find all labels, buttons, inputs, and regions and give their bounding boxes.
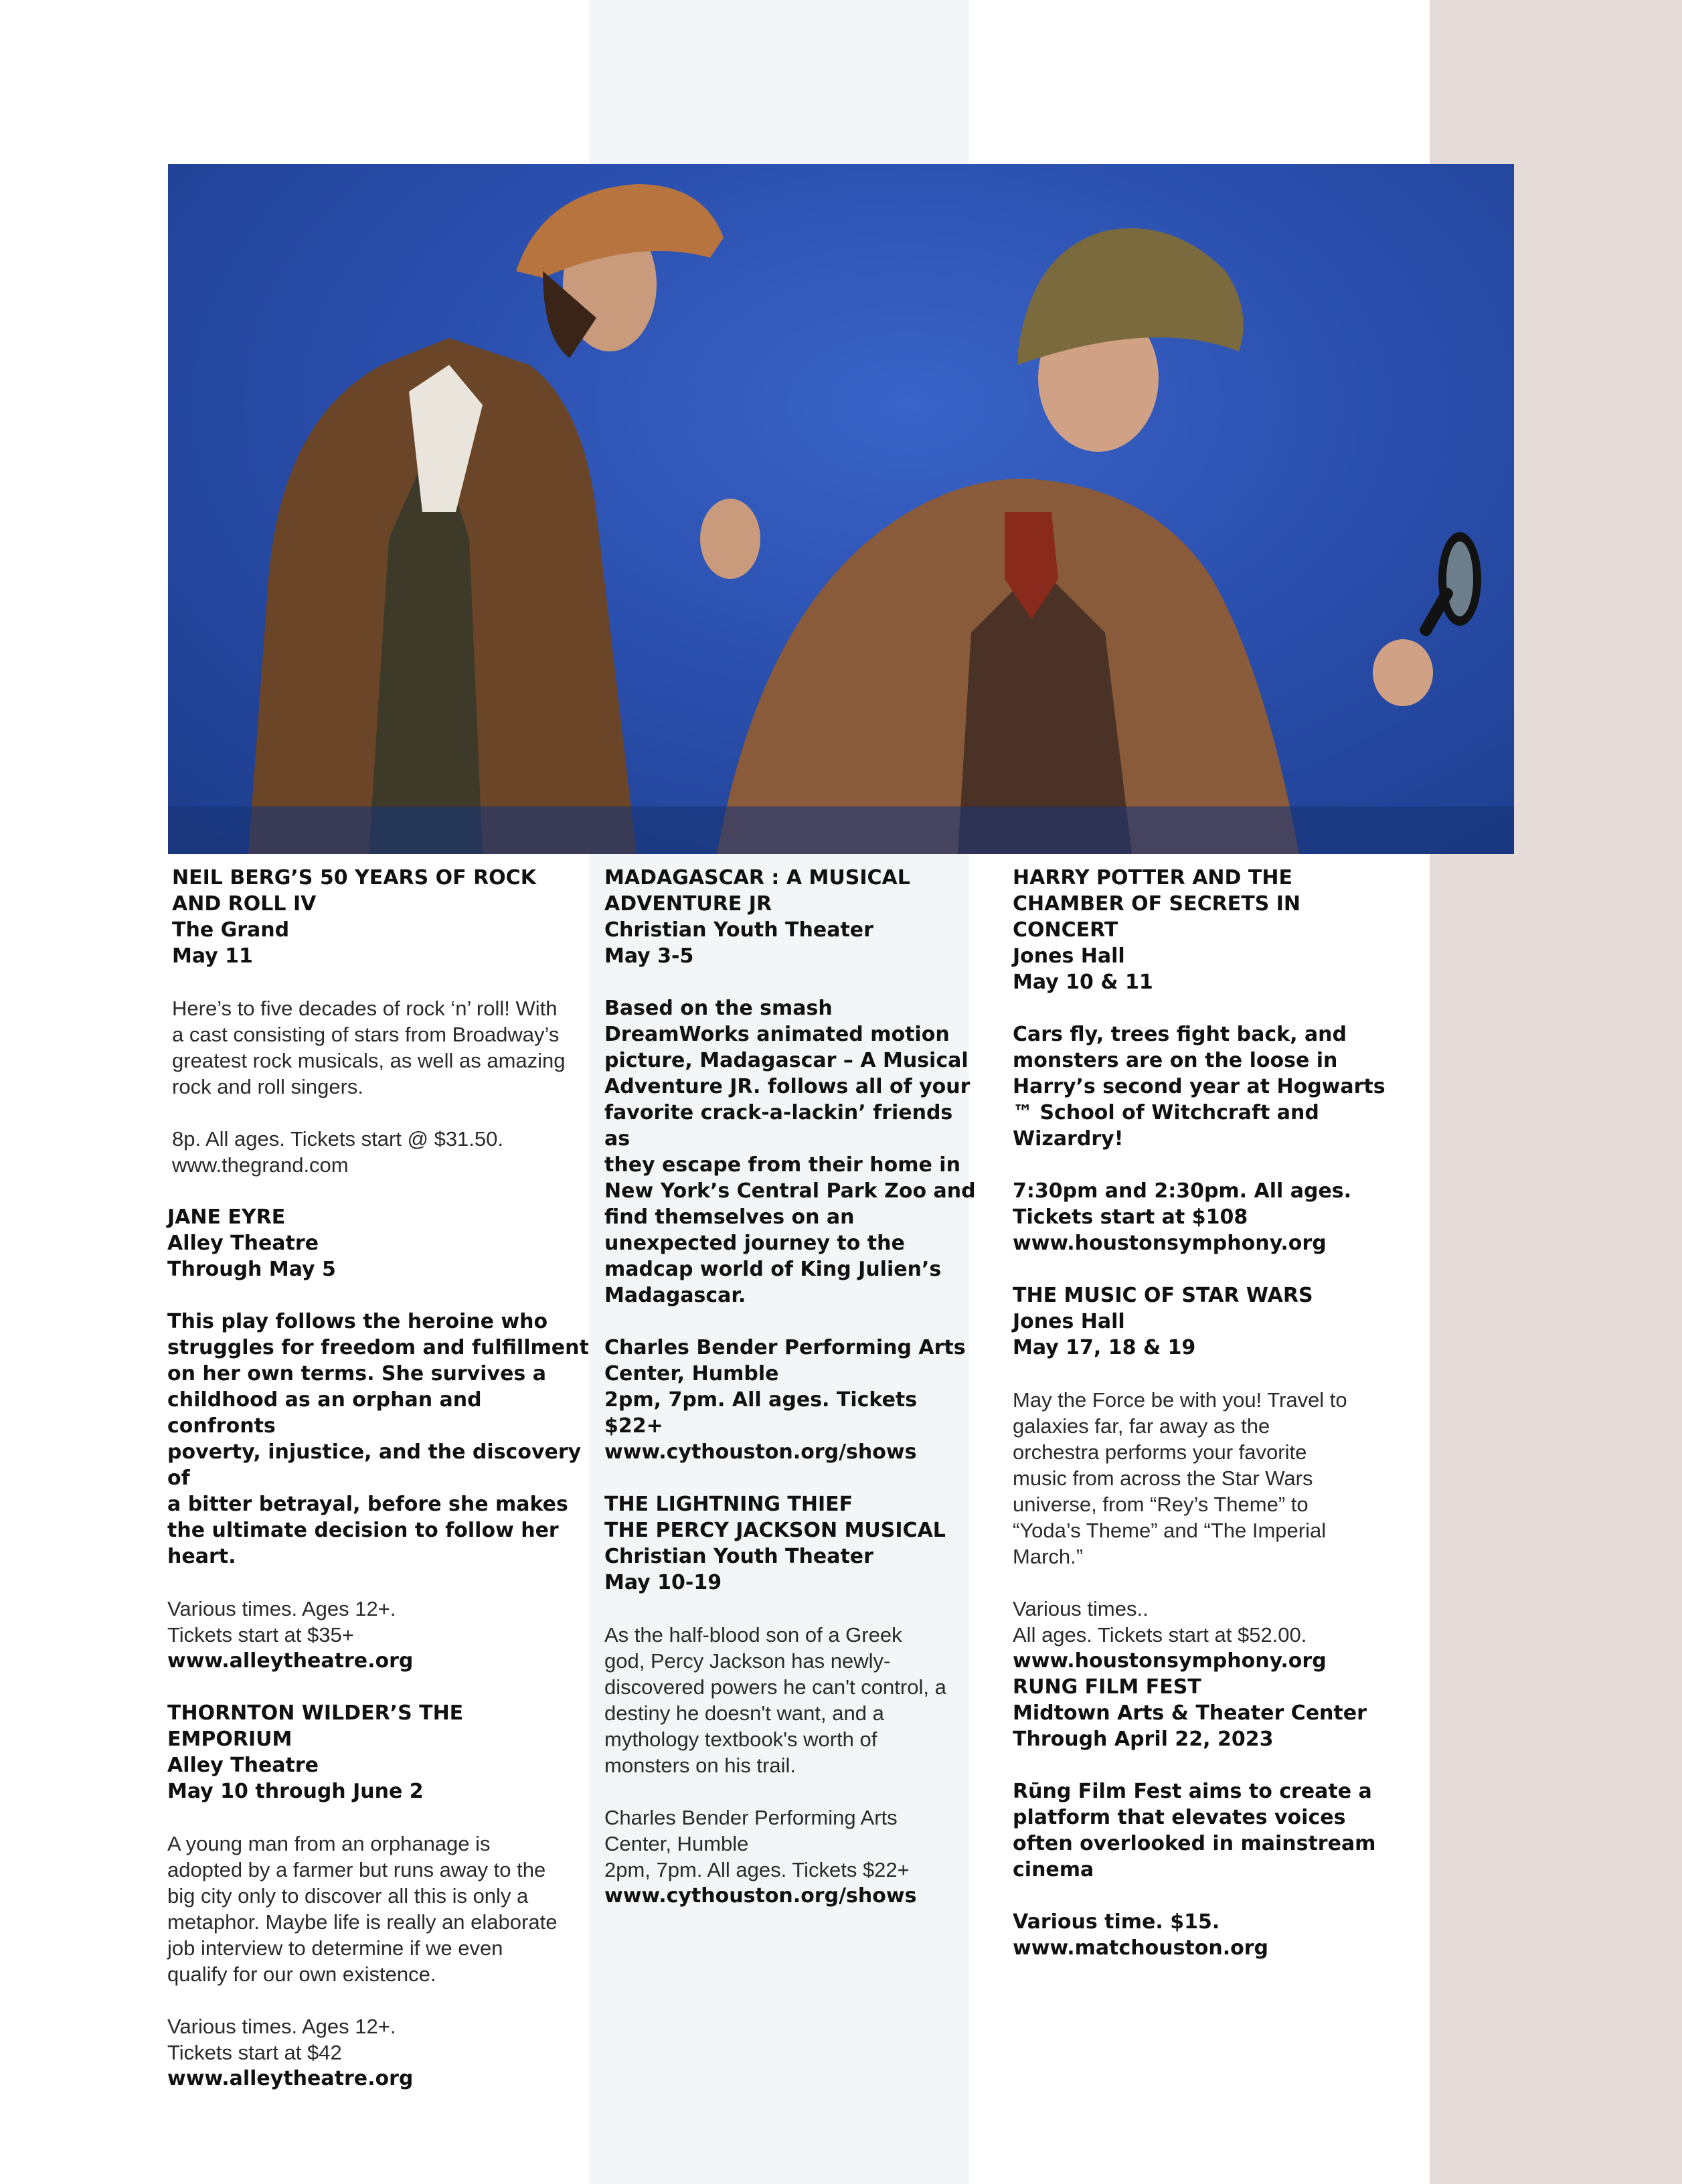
event-venue: Alley Theatre (167, 1232, 319, 1255)
event-description: monsters on his trail. (604, 1754, 796, 1777)
event-description: job interview to determine if we even (167, 1936, 503, 1960)
event-description: “Yoda’s Theme” and “The Imperial (1013, 1519, 1327, 1542)
event-url[interactable]: www.alleytheatre.org (167, 2067, 414, 2090)
event-harry-potter (1013, 865, 1414, 1256)
event-url[interactable]: www.cythouston.org/shows (604, 1884, 917, 1908)
event-venue: The Grand (172, 918, 290, 942)
event-description: big city only to discover all this is only a (167, 1884, 529, 1908)
event-info: 2pm, 7pm. All ages. Tickets $22+ (604, 1858, 910, 1881)
event-description: galaxies far, far away as the (1013, 1414, 1270, 1438)
event-title: THORNTON WILDER’S THE (167, 1701, 464, 1725)
event-venue: Alley Theatre (167, 1754, 319, 1777)
event-description: This play follows the heroine who (167, 1310, 548, 1333)
event-description: favorite crack-a-lackin’ friends as (604, 1101, 953, 1151)
event-description: god, Percy Jackson has newly- (604, 1649, 891, 1673)
event-info: Various times. Ages 12+. (167, 1597, 396, 1620)
event-venue: Jones Hall (1013, 1310, 1125, 1333)
event-info: Tickets start at $108 (1013, 1205, 1248, 1229)
event-description: New York’s Central Park Zoo and (604, 1179, 976, 1203)
event-jane-eyre (167, 1204, 589, 1674)
event-info: Various time. $15. (1013, 1910, 1220, 1934)
event-description: Cars fly, trees fight back, and (1013, 1023, 1347, 1046)
event-url[interactable]: www.thegrand.com (172, 1153, 349, 1177)
event-title: JANE EYRE (167, 1205, 286, 1229)
event-date: May 10 through June 2 (167, 1780, 424, 1803)
event-description: Madagascar. (604, 1284, 746, 1307)
event-description: rock and roll singers. (172, 1075, 364, 1098)
event-info: Center, Humble (604, 1832, 749, 1855)
event-date: May 3-5 (604, 944, 694, 968)
event-neil-berg (172, 865, 587, 1178)
event-date: May 17, 18 & 19 (1013, 1336, 1196, 1359)
event-date: May 10-19 (604, 1571, 722, 1594)
column-right (1013, 865, 1414, 1961)
event-description: As the half-blood son of a Greek (604, 1623, 902, 1647)
event-description: destiny he doesn't want, and a (604, 1701, 884, 1725)
event-title: RUNG FILM FEST (1013, 1675, 1201, 1699)
event-info: 2pm, 7pm. All ages. Tickets $22+ (604, 1388, 918, 1438)
event-description: adopted by a farmer but runs away to the (167, 1858, 546, 1881)
event-venue: Jones Hall (1013, 944, 1125, 968)
event-rung-film-fest (1013, 1674, 1414, 1961)
event-description: picture, Madagascar – A Musical (604, 1049, 969, 1072)
event-description: heart. (167, 1545, 236, 1568)
event-info: Various times.. (1013, 1597, 1149, 1620)
event-info: Tickets start at $42 (167, 2041, 342, 2064)
event-info: Charles Bender Performing Arts (604, 1806, 898, 1829)
event-venue: Christian Youth Theater (604, 1545, 873, 1568)
event-title: THE LIGHTNING THIEF (604, 1493, 853, 1516)
event-title: CONCERT (1013, 918, 1118, 942)
event-description: qualify for our own existence. (167, 1962, 436, 1986)
event-description: May the Force be with you! Travel to (1013, 1388, 1347, 1412)
event-venue: Midtown Arts & Theater Center (1013, 1701, 1367, 1725)
event-description: a cast consisting of stars from Broadway’s (172, 1023, 560, 1046)
event-description: on her own terms. She survives a (167, 1362, 546, 1385)
event-url[interactable]: www.houstonsymphony.org (1013, 1232, 1327, 1255)
event-description: Here’s to five decades of rock ‘n’ roll! With (172, 997, 558, 1020)
event-title: CHAMBER OF SECRETS IN (1013, 892, 1301, 916)
event-title: MADAGASCAR : A MUSICAL (604, 866, 910, 890)
event-title: EMPORIUM (167, 1728, 292, 1751)
event-info: Charles Bender Performing Arts (604, 1336, 966, 1359)
column-left-lower (167, 1204, 589, 2092)
event-venue: Christian Youth Theater (604, 918, 873, 942)
event-date: Through April 22, 2023 (1013, 1728, 1274, 1751)
event-info: Center, Humble (604, 1362, 779, 1385)
event-description: Adventure JR. follows all of your (604, 1075, 971, 1098)
event-description: Harry’s second year at Hogwarts (1013, 1075, 1385, 1098)
event-description: Rūng Film Fest aims to create a (1013, 1780, 1372, 1803)
event-description: metaphor. Maybe life is really an elaborate (167, 1910, 558, 1934)
event-description: often overlooked in mainstream (1013, 1832, 1376, 1855)
event-description: Based on the smash (604, 997, 833, 1020)
event-date: May 11 (172, 944, 253, 968)
event-date: May 10 & 11 (1013, 971, 1153, 994)
event-title: HARRY POTTER AND THE (1013, 866, 1292, 890)
event-star-wars (1013, 1282, 1414, 1674)
event-description: mythology textbook's worth of (604, 1728, 877, 1751)
event-madagascar (604, 865, 976, 1465)
event-info: 8p. All ages. Tickets start @ $31.50. (172, 1127, 504, 1151)
event-url[interactable]: www.alleytheatre.org (167, 1649, 414, 1673)
event-info: Tickets start at $35+ (167, 1623, 354, 1647)
event-description: March.” (1013, 1545, 1084, 1568)
event-description: a bitter betrayal, before she makes (167, 1493, 568, 1516)
event-description: childhood as an orphan and confronts (167, 1388, 482, 1438)
event-description: the ultimate decision to follow her (167, 1519, 559, 1542)
event-description: poverty, injustice, and the discovery of (167, 1440, 582, 1490)
event-title: THE MUSIC OF STAR WARS (1013, 1284, 1313, 1307)
event-lightning-thief (604, 1491, 976, 1909)
hero-photo (168, 164, 1514, 854)
event-description: orchestra performs your favorite (1013, 1440, 1307, 1464)
event-description: find themselves on an (604, 1205, 855, 1229)
event-description: cinema (1013, 1858, 1094, 1881)
event-url[interactable]: www.cythouston.org/shows (604, 1440, 917, 1464)
event-title: AND ROLL IV (172, 892, 317, 916)
event-title: THE PERCY JACKSON MUSICAL (604, 1519, 946, 1542)
event-description: universe, from “Rey’s Theme” to (1013, 1493, 1309, 1516)
event-url[interactable]: www.houstonsymphony.org (1013, 1649, 1327, 1673)
event-description: unexpected journey to the (604, 1232, 905, 1255)
event-description: discovered powers he can't control, a (604, 1675, 946, 1699)
event-url[interactable]: www.matchouston.org (1013, 1936, 1269, 1960)
event-description: monsters are on the loose in (1013, 1049, 1338, 1072)
event-date: Through May 5 (167, 1258, 336, 1281)
event-description: struggles for freedom and fulfillment (167, 1336, 589, 1359)
event-description: madcap world of King Julien’s (604, 1258, 942, 1281)
column-middle (604, 865, 976, 1909)
actors-illustration (168, 164, 1514, 854)
event-description: platform that elevates voices (1013, 1806, 1346, 1829)
event-description: A young man from an orphanage is (167, 1832, 491, 1855)
event-description: Wizardry! (1013, 1127, 1124, 1151)
event-thornton-wilder (167, 1700, 589, 2092)
column-left (172, 865, 587, 1178)
event-description: DreamWorks animated motion (604, 1023, 950, 1046)
event-title: ADVENTURE JR (604, 892, 772, 916)
event-info: Various times. Ages 12+. (167, 2015, 396, 2038)
event-description: ™ School of Witchcraft and (1013, 1101, 1319, 1124)
event-description: they escape from their home in (604, 1153, 960, 1177)
event-title: NEIL BERG’S 50 YEARS OF ROCK (172, 866, 536, 890)
event-info: All ages. Tickets start at $52.00. (1013, 1623, 1307, 1647)
event-description: greatest rock musicals, as well as amazing (172, 1049, 566, 1072)
event-info: 7:30pm and 2:30pm. All ages. (1013, 1179, 1352, 1203)
event-description: music from across the Star Wars (1013, 1466, 1313, 1490)
